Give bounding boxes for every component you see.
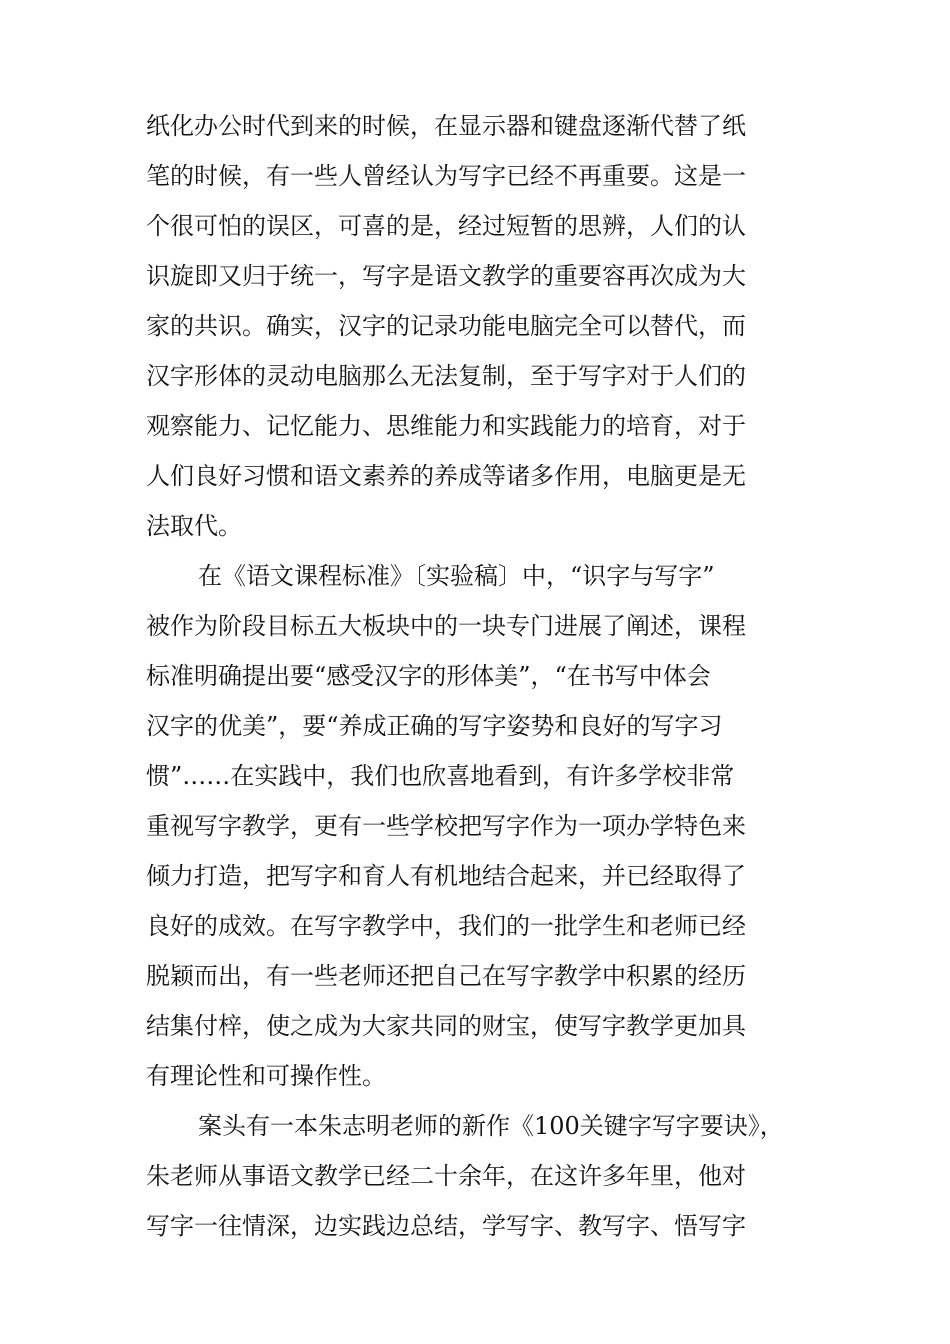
text-line: 家的共识。确实，汉字的记录功能电脑完全可以替代，而 (146, 312, 746, 340)
text-line: 有理论性和可操作性。 (146, 1062, 386, 1090)
text-line: 脱颖而出，有一些老师还把自己在写字教学中积累的经历 (146, 962, 746, 990)
text-line: 汉字形体的灵动电脑那么无法复制，至于写字对于人们的 (146, 362, 746, 390)
text-line: 倾力打造，把写字和育人有机地结合起来，并已经取得了 (146, 862, 746, 890)
text-line: 人们良好习惯和语文素养的养成等诸多作用，电脑更是无 (146, 462, 746, 490)
text-line: 纸化办公时代到来的时候，在显示器和键盘逐渐代替了纸 (146, 112, 746, 140)
text-line-indented: 案头有一本朱志明老师的新作《100关键字写字要诀》， (198, 1112, 784, 1140)
text-line-indented: 在《语文课程标准》〔实验稿〕中，“识字与写字” (198, 562, 715, 590)
body-text (146, 101, 826, 1251)
text-line: 汉字的优美”，要“养成正确的写字姿势和良好的写字习 (146, 712, 723, 740)
text-line: 个很可怕的误区，可喜的是，经过短暂的思辨，人们的认 (146, 212, 746, 240)
text-line: 良好的成效。在写字教学中，我们的一批学生和老师已经 (146, 912, 746, 940)
paragraph-1 (146, 101, 826, 551)
text-line: 识旋即又归于统一，写字是语文教学的重要容再次成为大 (146, 262, 746, 290)
text-line: 结集付梓，使之成为大家共同的财宝，使写字教学更加具 (146, 1012, 746, 1040)
text-line: 惯”……在实践中，我们也欣喜地看到，有许多学校非常 (146, 762, 735, 790)
text-line: 被作为阶段目标五大板块中的一块专门进展了阐述，课程 (146, 612, 746, 640)
paragraph-2 (146, 551, 826, 1101)
text-line: 观察能力、记忆能力、思维能力和实践能力的培育，对于 (146, 412, 746, 440)
text-line: 标准明确提出要“感受汉字的形体美”，“在书写中体会 (146, 662, 711, 690)
text-line: 朱老师从事语文教学已经二十余年，在这许多年里，他对 (146, 1162, 746, 1190)
paragraph-3 (146, 1101, 826, 1251)
text-line: 写字一往情深，边实践边总结，学写字、教写字、悟写字 (146, 1212, 746, 1240)
text-line: 笔的时候，有一些人曾经认为写字已经不再重要。这是一 (146, 162, 746, 190)
text-line: 法取代。 (146, 512, 242, 540)
text-line: 重视写字教学，更有一些学校把写字作为一项办学特色来 (146, 812, 746, 840)
